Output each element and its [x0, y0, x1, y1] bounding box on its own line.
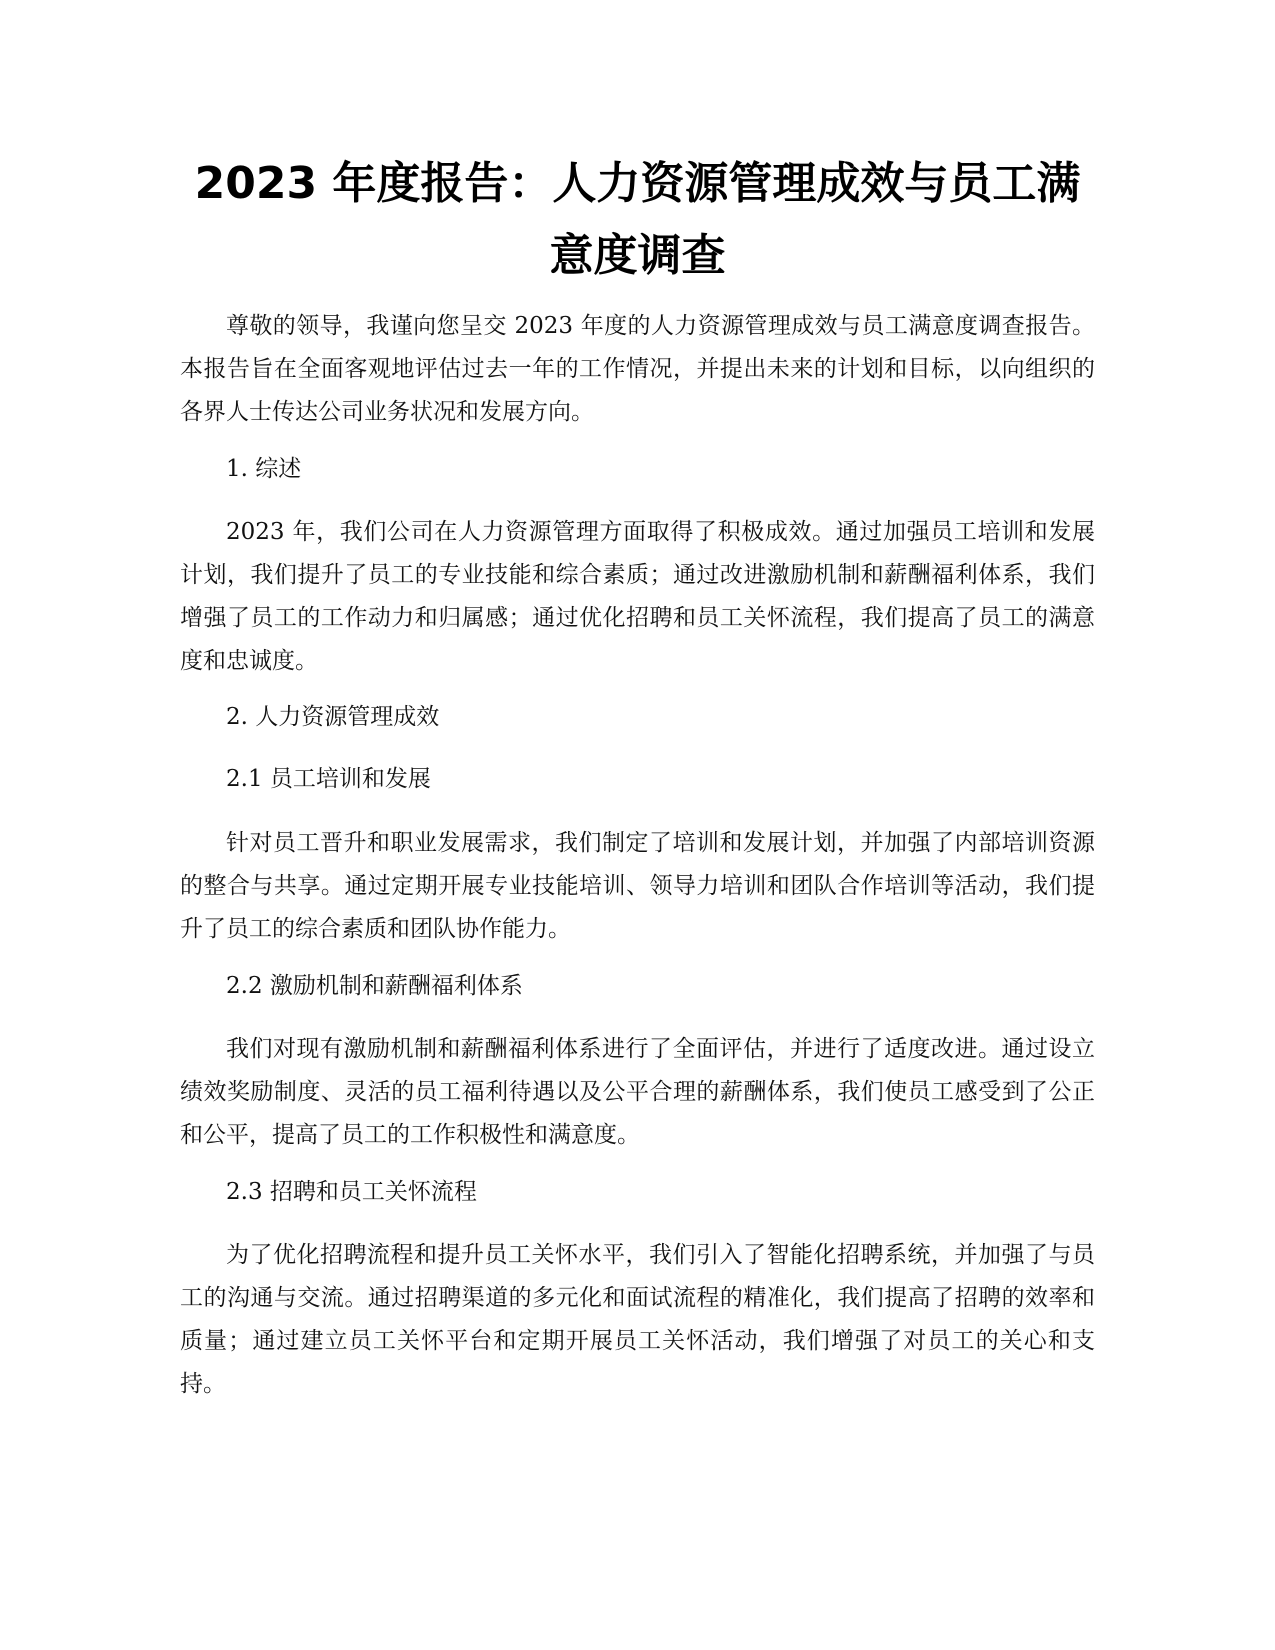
section-heading-incentives: 2.2 激励机制和薪酬福利体系 [226, 973, 523, 999]
section-heading-overview: 1. 综述 [226, 456, 302, 482]
section-heading-training: 2.1 员工培训和发展 [226, 766, 431, 792]
recruitment-paragraph: 为了优化招聘流程和提升员工关怀水平，我们引入了智能化招聘系统，并加强了与员工的沟通与交流。通过招聘渠道的多元化和面试流程的精准化，我们提高了招聘的效率和质量；通过建立员工关怀平台和定期开展员工关怀活动，我们增强了对员工的关心和支持。 [180, 1242, 1095, 1397]
section-heading-hr-results: 2. 人力资源管理成效 [226, 704, 440, 730]
document-title: 2023 年度报告：人力资源管理成效与员工满意度调查 [194, 158, 1081, 281]
intro-paragraph: 尊敬的领导，我谨向您呈交 2023 年度的人力资源管理成效与员工满意度调查报告。本报告旨在全面客观地评估过去一年的工作情况，并提出未来的计划和目标，以向组织的各界人士传达公司业务状况和发展方向。 [180, 313, 1095, 425]
incentives-paragraph: 我们对现有激励机制和薪酬福利体系进行了全面评估，并进行了适度改进。通过设立绩效奖励制度、灵活的员工福利待遇以及公平合理的薪酬体系，我们使员工感受到了公正和公平，提高了员工的工作积极性和满意度。 [180, 1036, 1095, 1148]
overview-paragraph: 2023 年，我们公司在人力资源管理方面取得了积极成效。通过加强员工培训和发展计划，我们提升了员工的专业技能和综合素质；通过改进激励机制和薪酬福利体系，我们增强了员工的工作动力和归属感；通过优化招聘和员工关怀流程，我们提高了员工的满意度和忠诚度。 [180, 519, 1095, 674]
section-heading-recruitment: 2.3 招聘和员工关怀流程 [226, 1179, 477, 1205]
training-paragraph: 针对员工晋升和职业发展需求，我们制定了培训和发展计划，并加强了内部培训资源的整合与共享。通过定期开展专业技能培训、领导力培训和团队合作培训等活动，我们提升了员工的综合素质和团队协作能力。 [180, 830, 1095, 942]
